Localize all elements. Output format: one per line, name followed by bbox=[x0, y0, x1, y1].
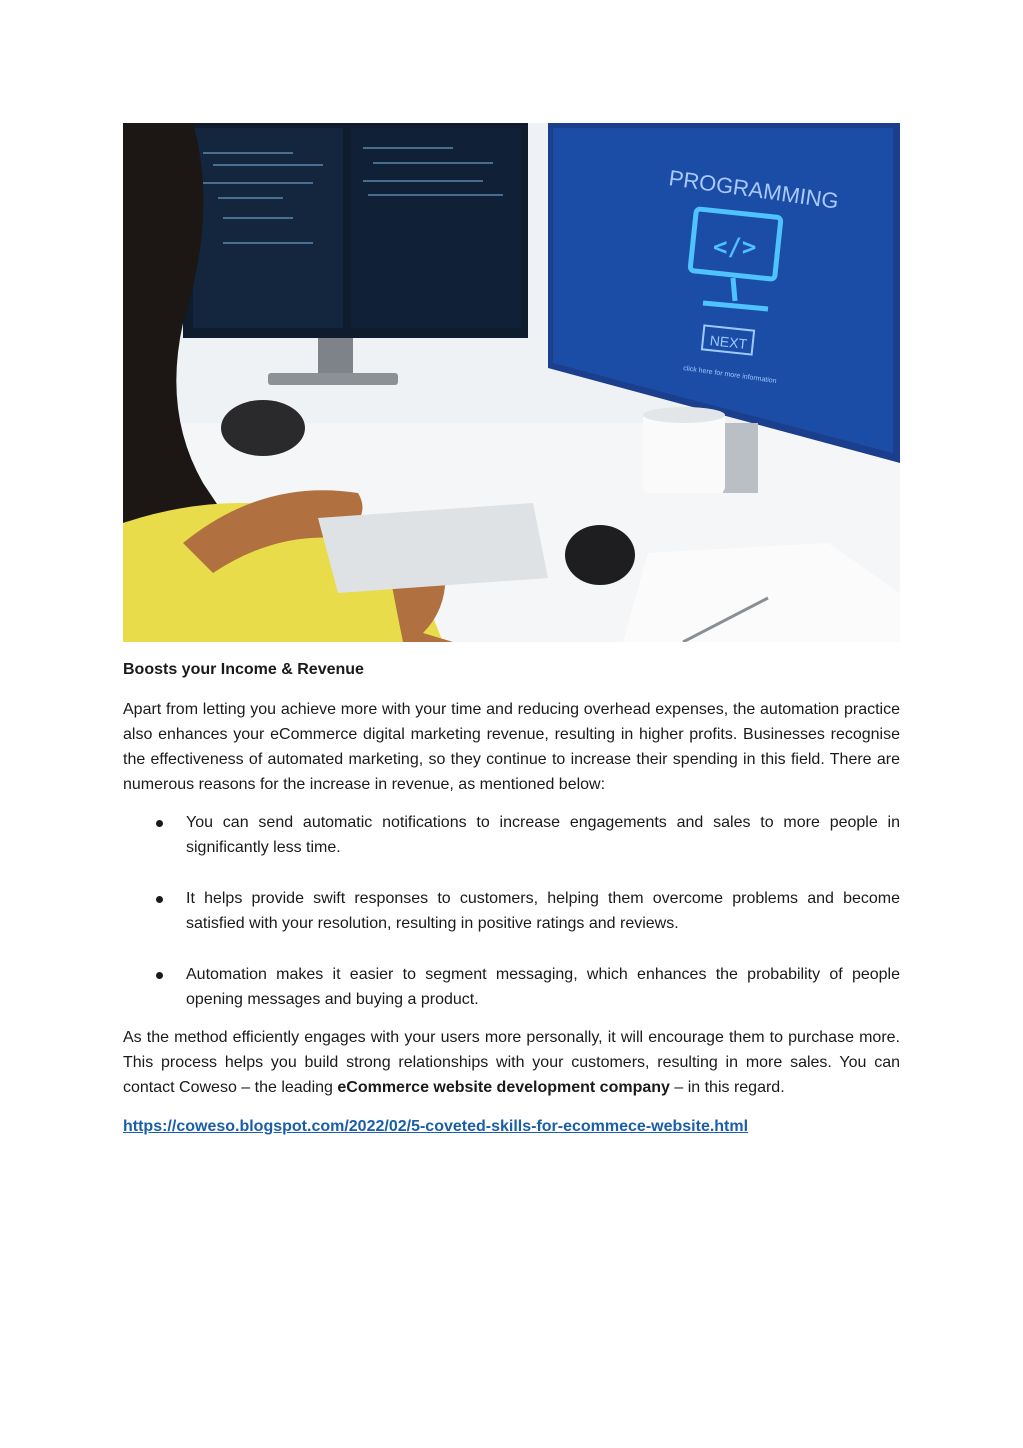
closing-paragraph bbox=[123, 1025, 900, 1100]
bullet-icon bbox=[156, 972, 163, 979]
company-link-text: eCommerce website development company bbox=[337, 1079, 670, 1096]
screen-title: PROGRAMMING bbox=[667, 165, 841, 214]
benefits-list bbox=[123, 810, 900, 1012]
keyboard bbox=[318, 503, 548, 593]
mouse bbox=[565, 525, 635, 585]
programming-photo bbox=[123, 123, 900, 642]
next-label: NEXT bbox=[709, 332, 748, 352]
intro-paragraph: Apart from letting you achieve more with your time and reducing overhead expenses, the automation practice also enhances your eCommerce digital marketing revenue, resulting in higher profits. Businesses recognise the effectiveness of automated marketing, so they continue to increase their spending in this field. There are numerous reasons for the increase in revenue, as mentioned below: bbox=[123, 701, 900, 793]
list-item bbox=[123, 962, 900, 1012]
bullet-icon bbox=[156, 896, 163, 903]
code-glyph: </> bbox=[713, 233, 757, 261]
list-item-text: You can send automatic notifications to increase engagements and sales to more people in significantly less time. bbox=[186, 814, 900, 856]
list-item-text: Automation makes it easier to segment messaging, which enhances the probability of people opening messages and buying a product. bbox=[186, 966, 900, 1008]
list-item-text: It helps provide swift responses to customers, helping them overcome problems and become satisfied with your resolution, resulting in positive ratings and reviews. bbox=[186, 890, 900, 932]
closing-text: As the method efficiently engages with your users more personally, it will encourage them to purchase more. This process helps you build strong relationships with your customers, resulting in more sales. You can contact Coweso – the leading bbox=[123, 1029, 900, 1096]
blog-link[interactable]: https://coweso.blogspot.com/2022/02/5-coveted-skills-for-ecommece-website.html bbox=[123, 1118, 749, 1135]
closing-text-end: – in this regard. bbox=[669, 1079, 785, 1096]
list-item bbox=[123, 810, 900, 860]
more-info-text: click here for more information bbox=[682, 365, 777, 386]
list-item bbox=[123, 886, 900, 936]
bullet-icon bbox=[156, 820, 163, 827]
section-heading: Boosts your Income & Revenue bbox=[123, 661, 364, 678]
coffee-mug bbox=[643, 413, 725, 493]
